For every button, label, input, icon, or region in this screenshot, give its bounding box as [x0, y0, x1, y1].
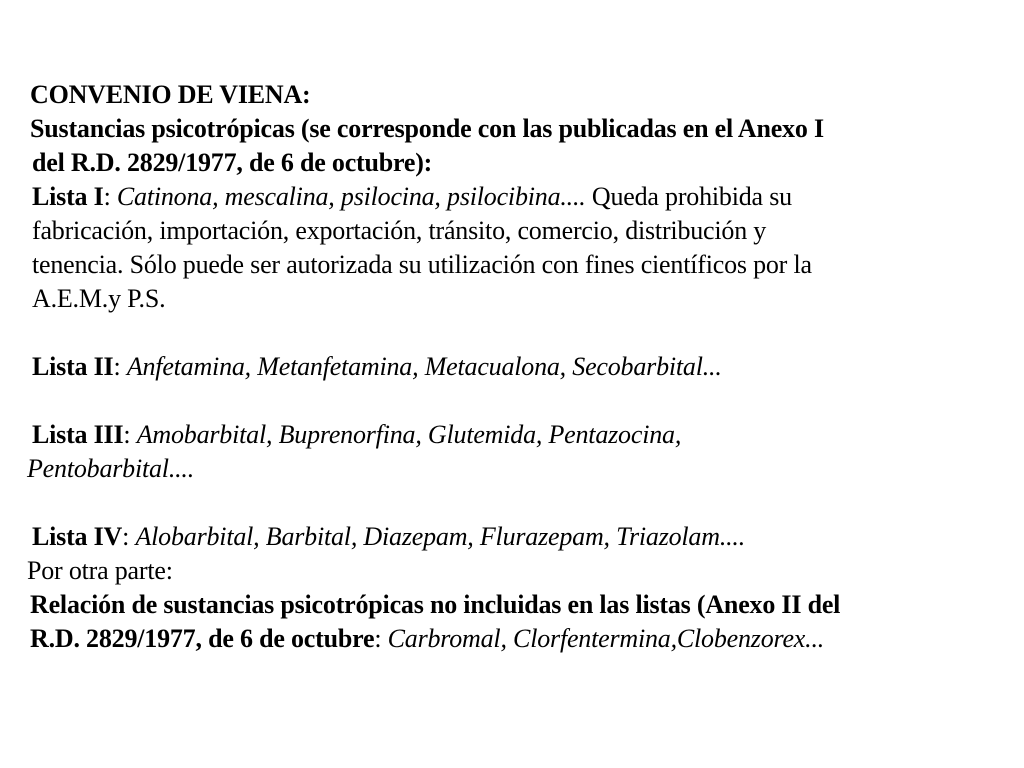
lista-2-separator: :	[113, 352, 127, 381]
lista-4-separator: :	[122, 522, 136, 551]
lista-4-line	[30, 520, 990, 554]
lista-1-label: Lista I	[32, 182, 104, 211]
subheading-line-1: Sustancias psicotrópicas (se corresponde con las publicadas en el Anexo I	[30, 114, 824, 143]
lista-1-text-1: Queda prohibida su	[585, 182, 792, 211]
lista-1-text-3: tenencia. Sólo puede ser autorizada su utilización con fines científicos por la	[32, 250, 812, 279]
relacion-decree: R.D. 2829/1977, de 6 de octubre	[30, 624, 375, 653]
lista-2-line	[30, 350, 990, 384]
lista-2-drugs: Anfetamina, Metanfetamina, Metacualona, Secobarbital...	[126, 352, 722, 381]
lista-1-drugs: Catinona, mescalina, psilocina, psilocibina....	[116, 182, 586, 211]
lista-1-text-2: fabricación, importación, exportación, tránsito, comercio, distribución y	[32, 216, 767, 245]
slide-heading: CONVENIO DE VIENA:	[30, 80, 311, 109]
lista-4-label: Lista IV	[32, 522, 123, 551]
relacion-line-2	[30, 622, 990, 656]
lista-4-drugs: Alobarbital, Barbital, Diazepam, Flurazepam, Triazolam....	[135, 522, 746, 551]
lista-3-line	[30, 418, 990, 452]
lista-3-drugs-1: Amobarbital, Buprenorfina, Glutemida, Pentazocina,	[136, 420, 682, 449]
lista-3-label: Lista III	[32, 420, 124, 449]
slide-content	[27, 78, 990, 656]
lista-1-separator: :	[103, 182, 117, 211]
lista-3-separator: :	[123, 420, 137, 449]
spacer	[30, 384, 990, 418]
relacion-line-1: Relación de sustancias psicotrópicas no incluidas en las listas (Anexo II del	[30, 590, 841, 619]
subheading-line-2: del R.D. 2829/1977, de 6 de octubre):	[32, 148, 433, 177]
lista-1-text-4: A.E.M.y P.S.	[32, 284, 166, 313]
lista-3-drugs-2: Pentobarbital....	[27, 454, 195, 483]
lista-1-line	[30, 180, 990, 214]
otra-parte: Por otra parte:	[27, 556, 173, 585]
spacer	[30, 316, 990, 350]
lista-2-label: Lista II	[32, 352, 114, 381]
spacer	[30, 486, 990, 520]
relacion-drugs: Carbromal, Clorfentermina,Clobenzorex...	[387, 624, 825, 653]
relacion-separator: :	[374, 624, 388, 653]
